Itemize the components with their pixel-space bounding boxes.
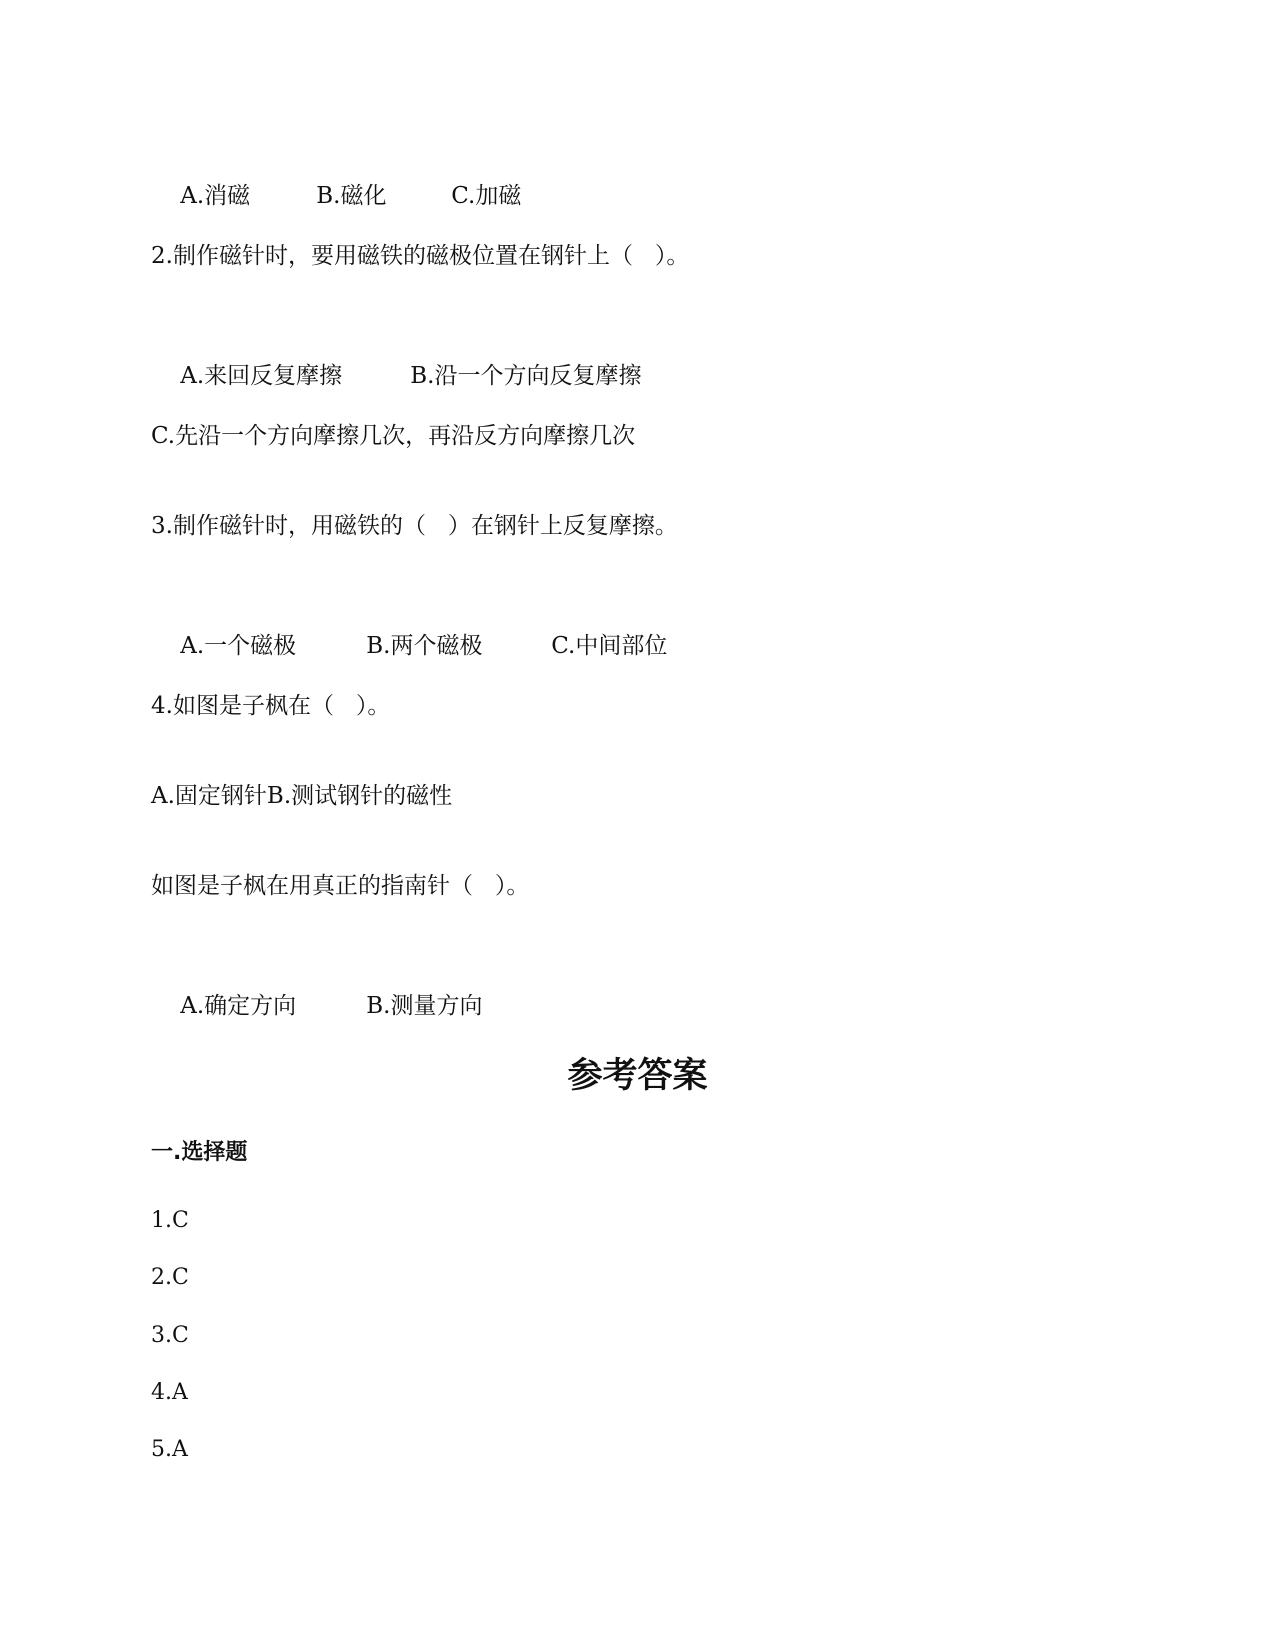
answer-item: 2.C (151, 1265, 189, 1290)
q5-option-a: A.确定方向 (180, 993, 297, 1019)
q2-options (151, 331, 641, 421)
answer-item: 4.A (151, 1380, 188, 1405)
q5-stem: 如图是子枫在用真正的指南针（ ）。 (151, 873, 530, 899)
q5-options (151, 961, 482, 1051)
answers-title: 参考答案 (567, 1056, 708, 1096)
answer-item: 1.C (151, 1208, 189, 1233)
q2-option-c: C.先沿一个方向摩擦几次，再沿反方向摩擦几次 (151, 423, 636, 449)
q2-stem: 2.制作磁针时，要用磁铁的磁极位置在钢针上（ ）。 (151, 243, 690, 269)
q1-option-b: B.磁化 (316, 183, 387, 209)
answer-item: 5.A (151, 1437, 188, 1462)
q3-options (151, 601, 667, 691)
q5-option-b: B.测量方向 (366, 993, 483, 1019)
q2-option-b: B.沿一个方向反复摩擦 (410, 363, 642, 389)
answer-item: 3.C (151, 1323, 189, 1348)
q1-options (151, 151, 521, 241)
q3-option-b: B.两个磁极 (366, 633, 483, 659)
q4-stem: 4.如图是子枫在（ ）。 (151, 693, 391, 719)
q1-option-c: C.加磁 (451, 183, 522, 209)
q4-options: A.固定钢针B.测试钢针的磁性 (151, 783, 453, 809)
q3-stem: 3.制作磁针时，用磁铁的（ ）在钢针上反复摩擦。 (151, 513, 678, 539)
q3-option-c: C.中间部位 (551, 633, 668, 659)
q2-option-a: A.来回反复摩擦 (180, 363, 343, 389)
q1-option-a: A.消磁 (180, 183, 251, 209)
q3-option-a: A.一个磁极 (180, 633, 297, 659)
answers-section-heading: 一.选择题 (151, 1140, 248, 1165)
